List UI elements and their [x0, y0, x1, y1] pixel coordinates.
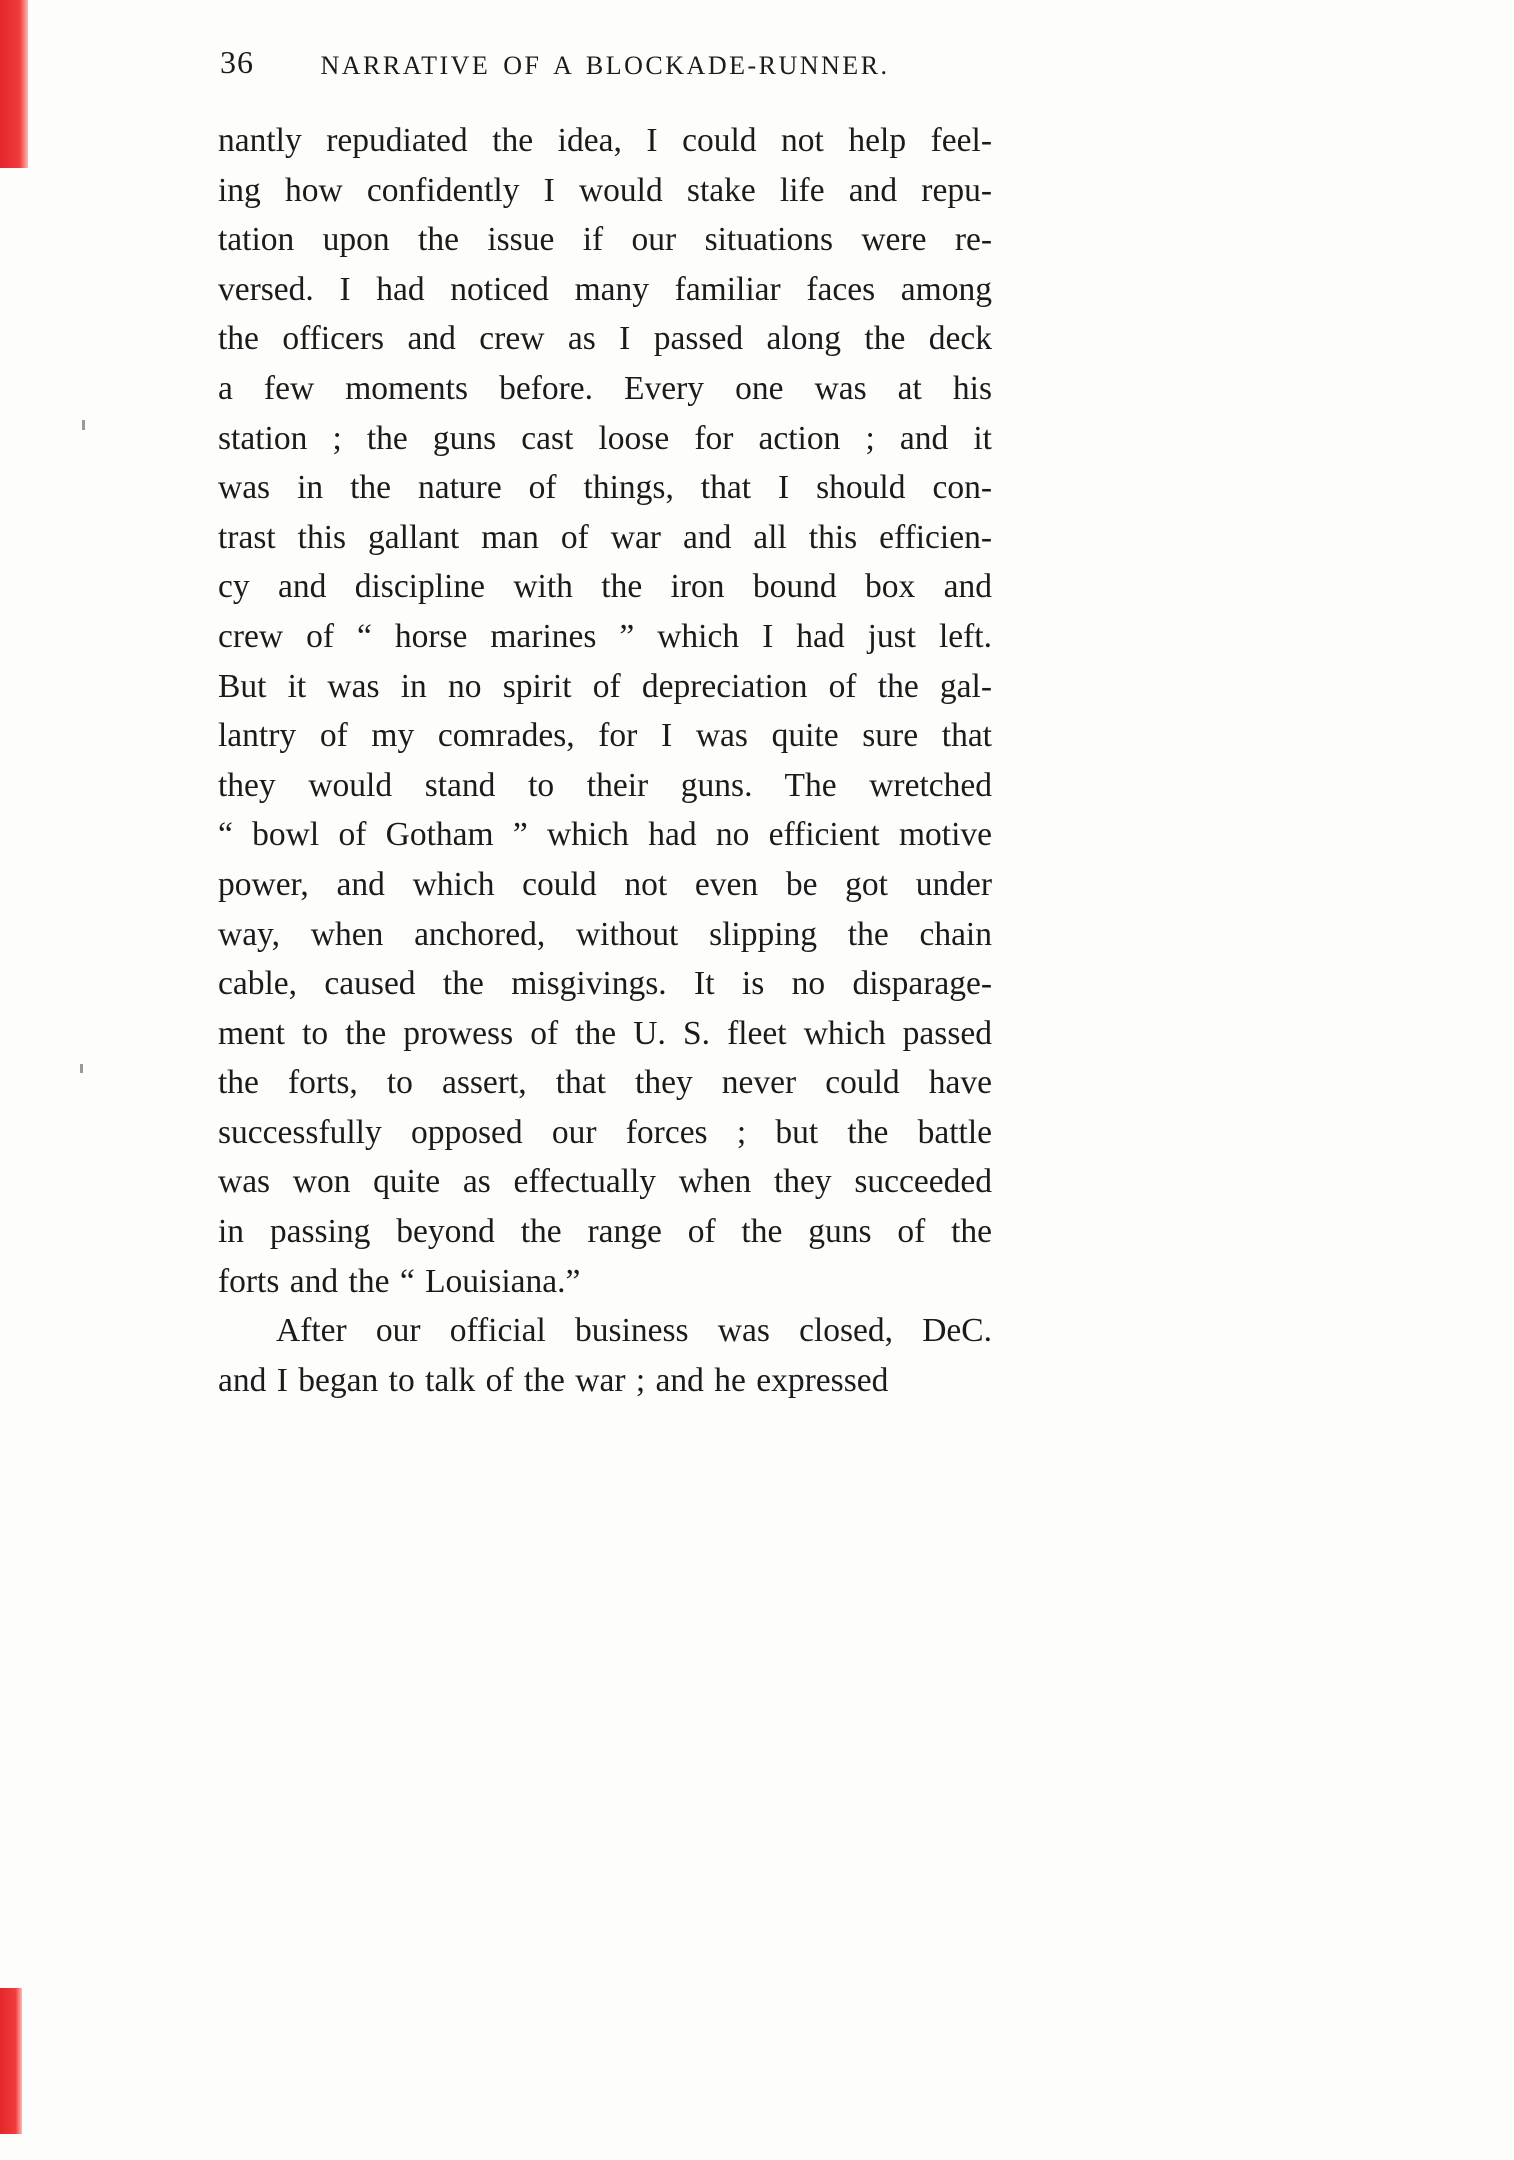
scan-artifact-red-bottom — [0, 1988, 22, 2134]
text-line: power, and which could not even be got under — [218, 865, 992, 903]
text-line: After our official business was closed, DeC. — [276, 1312, 992, 1350]
body-text — [218, 116, 992, 1405]
text-line: ing how confidently I would stake life and repu- — [218, 171, 992, 209]
text-line: successfully opposed our forces ; but the battle — [218, 1113, 992, 1151]
text-line: lantry of my comrades, for I was quite sure that — [218, 717, 992, 755]
text-line: station ; the guns cast loose for action ; and it — [218, 419, 992, 457]
text-line: But it was in no spirit of depreciation of the gal- — [218, 667, 992, 705]
running-title: NARRATIVE OF A BLOCKADE-RUNNER. — [320, 51, 890, 80]
book-page — [218, 44, 992, 1405]
text-line: crew of “ horse marines ” which I had just left. — [218, 617, 992, 655]
text-line: in passing beyond the range of the guns of the — [218, 1213, 992, 1251]
scan-artifact-red-top — [0, 0, 28, 168]
scan-speck — [80, 1064, 83, 1073]
scan-speck — [82, 420, 85, 430]
text-line: way, when anchored, without slipping the chain — [218, 915, 992, 953]
text-line: a few moments before. Every one was at his — [218, 369, 992, 407]
text-line: nantly repudiated the idea, I could not help feel- — [218, 122, 992, 159]
text-line: cy and discipline with the iron bound box and — [218, 568, 992, 606]
text-line: the forts, to assert, that they never could have — [218, 1064, 992, 1102]
text-line: and I began to talk of the war ; and he expressed — [218, 1361, 889, 1399]
text-line: was won quite as effectually when they succeeded — [218, 1163, 992, 1201]
text-line: tation upon the issue if our situations were re- — [218, 221, 992, 259]
text-line: cable, caused the misgivings. It is no disparage- — [218, 965, 992, 1003]
text-line: forts and the “ Louisiana.” — [218, 1262, 581, 1300]
text-line: ment to the prowess of the U. S. fleet which passed — [218, 1014, 992, 1052]
text-line: versed. I had noticed many familiar faces among — [218, 270, 992, 308]
text-line: was in the nature of things, that I should con- — [218, 469, 992, 507]
text-line: they would stand to their guns. The wretched — [218, 766, 992, 804]
text-line: trast this gallant man of war and all this efficien- — [218, 518, 992, 556]
text-line: “ bowl of Gotham ” which had no efficient motive — [218, 816, 992, 854]
page-number: 36 — [220, 44, 254, 80]
text-line: the officers and crew as I passed along the deck — [218, 320, 992, 358]
page-header — [218, 44, 992, 90]
